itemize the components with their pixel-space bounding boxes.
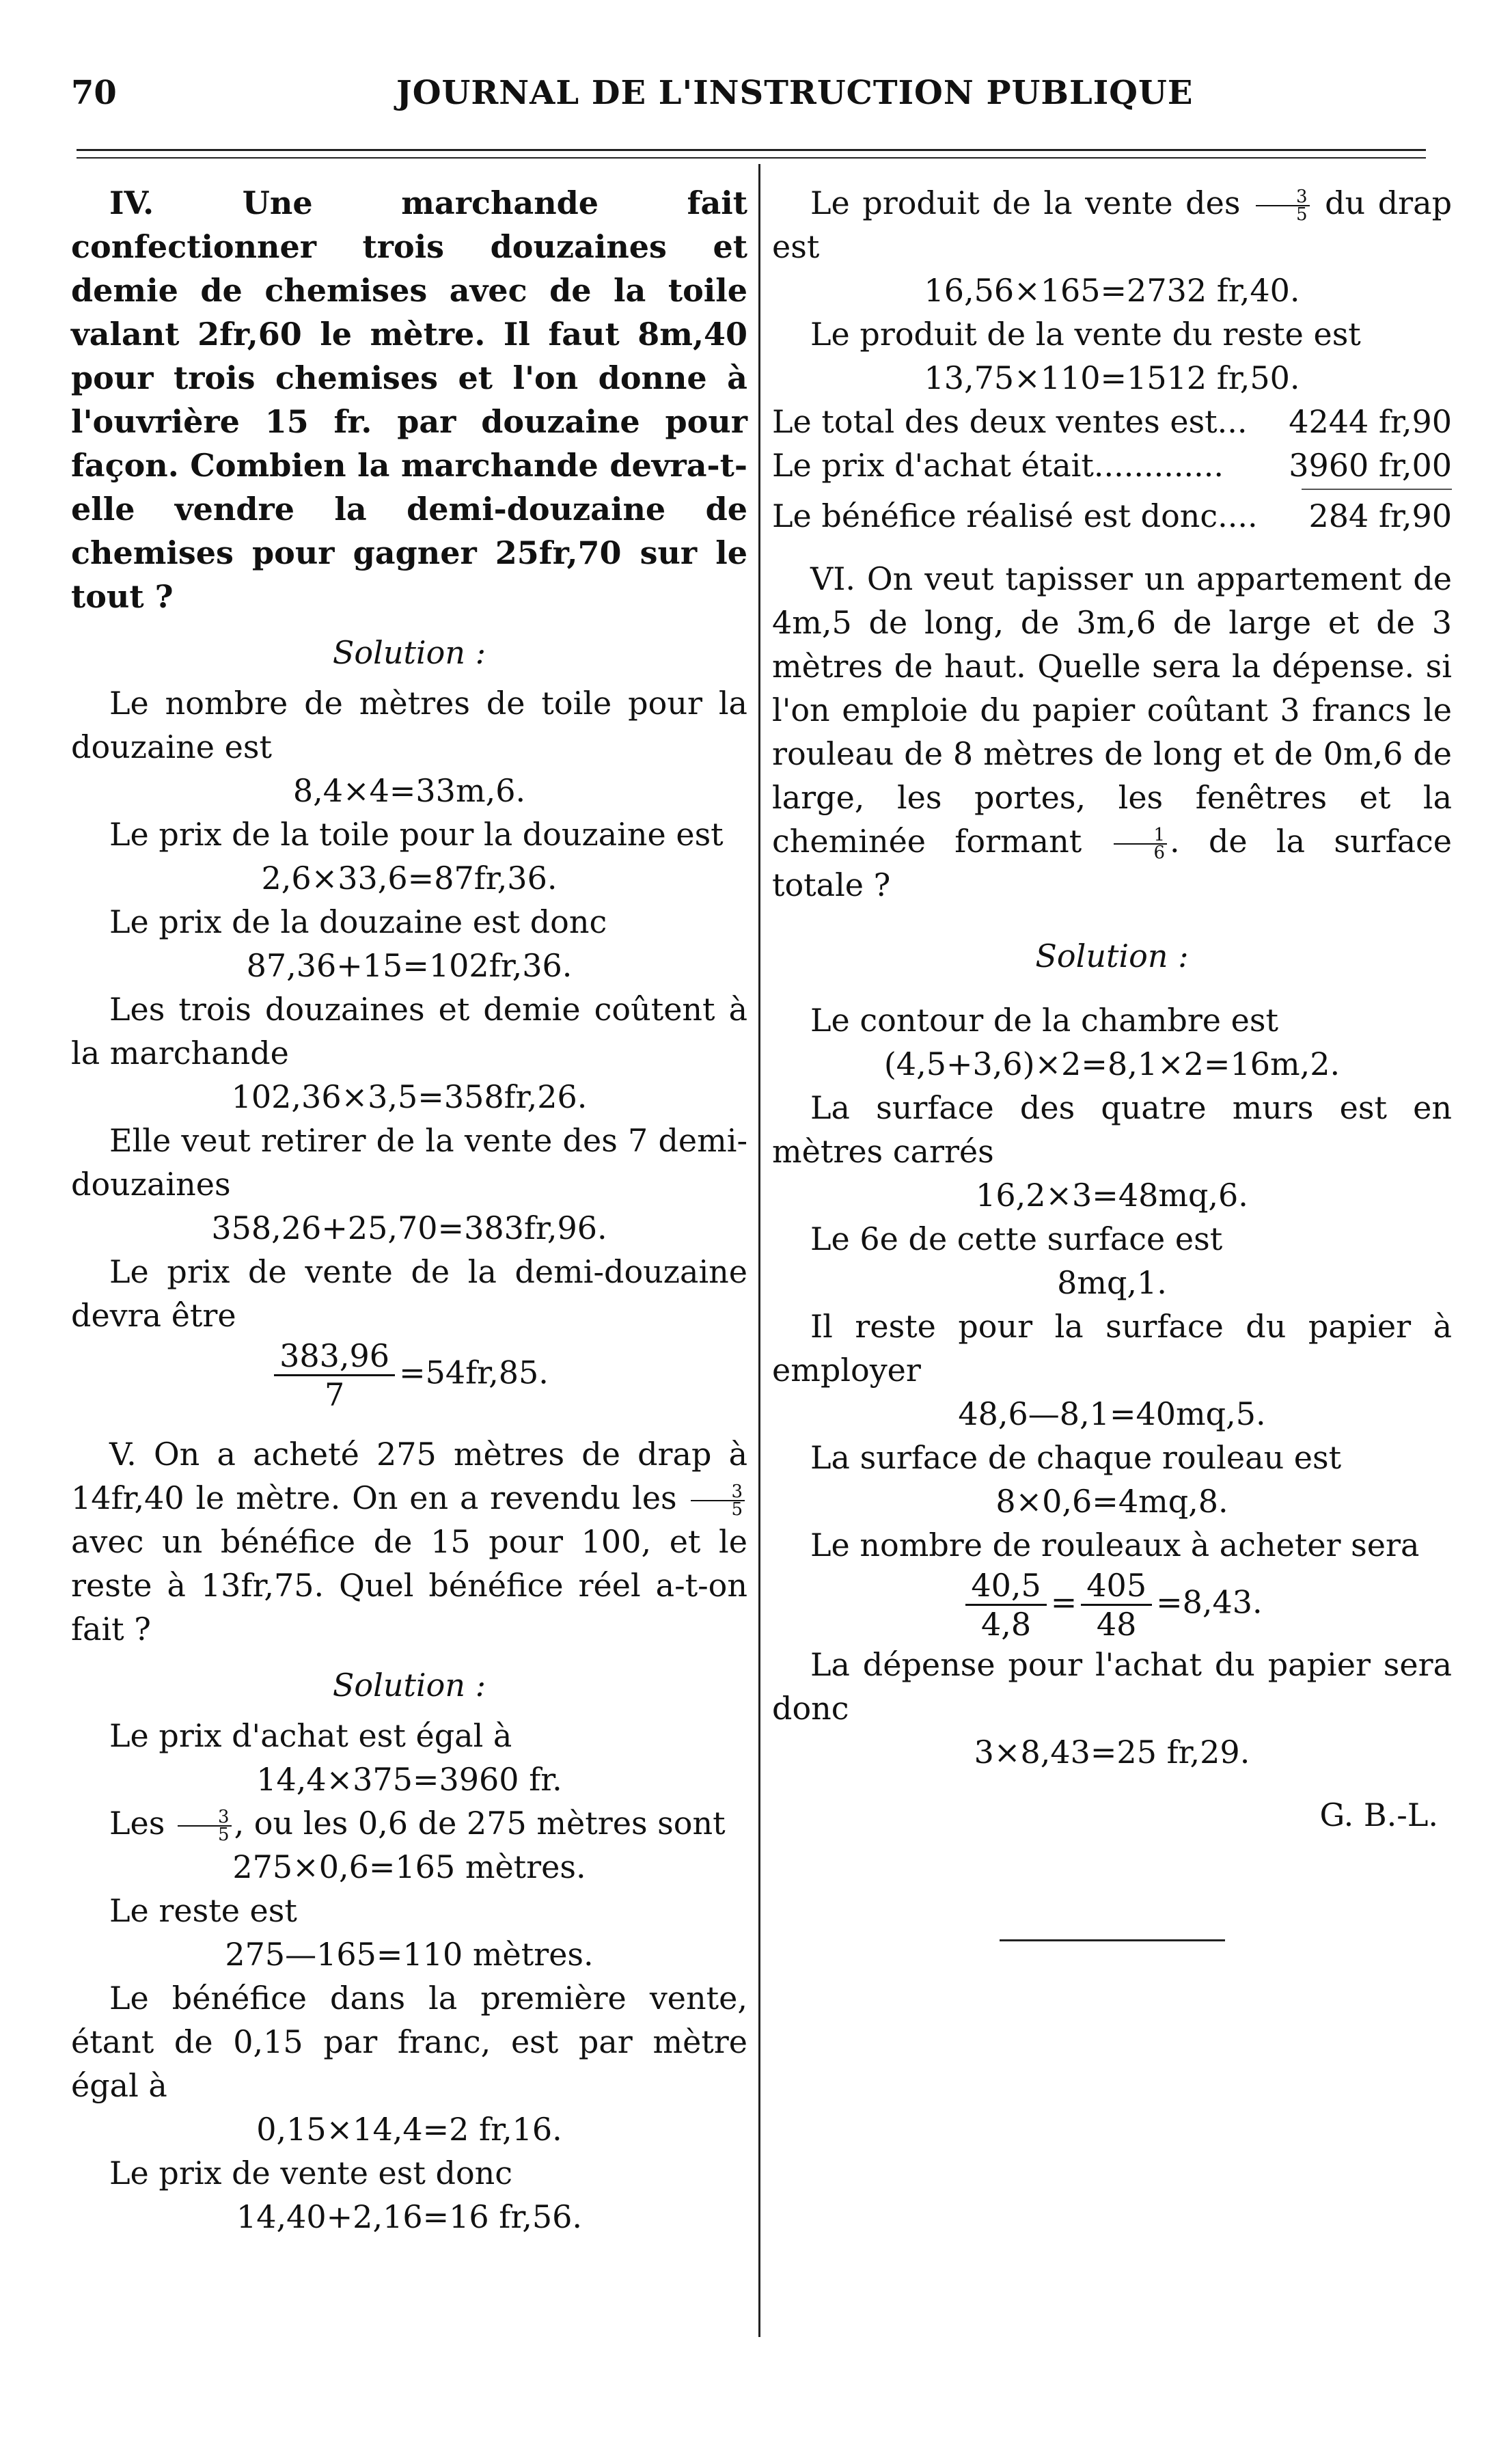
solution-line: Le prix de vente de la demi-douzaine devra être [71, 1253, 747, 1334]
denominator: 6 [1153, 843, 1166, 863]
solution-line: Le nombre de mètres de toile pour la douzaine est [71, 685, 747, 765]
solution-label: Solution : [1035, 938, 1189, 974]
fraction-equation [71, 1337, 747, 1413]
equation: 275—165=110 mètres. [225, 1936, 594, 1973]
text: Les [109, 1805, 165, 1842]
numerator: 40,5 [965, 1567, 1046, 1606]
fraction [1081, 1567, 1152, 1643]
small-fraction [691, 1481, 745, 1520]
denominator: 4,8 [980, 1606, 1032, 1643]
equation: 14,4×375=3960 fr. [256, 1761, 562, 1798]
problem-v [71, 1432, 747, 1651]
equation: 3×8,43=25 fr,29. [974, 1734, 1250, 1771]
problem-text: VI. On veut tapisser un appartement de 4m,5 de long, de 3m,6 de large et de 3 mètres de haut. Quelle sera la dépense. si l'on emploie du papier coûtant 3 francs le rouleau de 8 mètres de long et de 0m,6 de large, les portes, les fenêtres et la cheminée formant [772, 560, 1452, 860]
equation: 16,56×165=2732 fr,40. [924, 272, 1300, 309]
end-rule [1000, 1939, 1225, 1941]
numerator: 1 [1114, 827, 1168, 845]
solution-line: La surface des quatre murs est en mètres carrés [772, 1089, 1452, 1170]
problem-text: avec un bénéfice de 15 pour 100, et le reste à 13fr,75. Quel bénéfice réel a-t-on fait ? [71, 1523, 747, 1648]
small-fraction [1256, 189, 1310, 223]
solution-line: Les trois douzaines et demie coûtent à la marchande [71, 991, 747, 1071]
problem-text: . de la surface totale ? [772, 823, 1453, 903]
solution-line: La dépense pour l'achat du papier sera donc [772, 1646, 1452, 1727]
solution-line: Le nombre de rouleaux à acheter sera [810, 1527, 1420, 1563]
equals-sign: = [1050, 1583, 1077, 1621]
page-number: 70 [71, 74, 117, 112]
numerator: 3 [178, 1809, 232, 1827]
left-column [71, 181, 747, 2239]
running-head: JOURNAL DE L'INSTRUCTION PUBLIQUE [396, 74, 1194, 112]
row-label: Le total des deux ventes est... [772, 403, 1248, 440]
profit-row [772, 494, 1452, 538]
equation-result: =54fr,85. [399, 1354, 549, 1391]
numerator: 405 [1081, 1567, 1152, 1606]
denominator: 5 [218, 1825, 230, 1845]
equation: 8mq,1. [1057, 1264, 1167, 1301]
solution-label: Solution : [332, 634, 486, 671]
solution-line: Le 6e de cette surface est [810, 1220, 1223, 1257]
numerator: 383,96 [274, 1337, 395, 1376]
fraction [274, 1337, 395, 1413]
fraction-equation [772, 1567, 1452, 1643]
denominator: 48 [1096, 1606, 1137, 1643]
solution-line: Le produit de la vente du reste est [810, 316, 1361, 353]
row-value: 3960 fr,00 [1289, 447, 1452, 484]
text: , ou les 0,6 de 275 mètres sont [234, 1805, 726, 1842]
solution-line: Le prix de la toile pour la douzaine est [109, 816, 724, 853]
equation: 48,6—8,1=40mq,5. [958, 1395, 1266, 1432]
equation: 275×0,6=165 mètres. [232, 1848, 586, 1885]
small-fraction [1114, 827, 1168, 861]
equation: 8×0,6=4mq,8. [995, 1483, 1228, 1520]
solution-line: Elle veut retirer de la vente des 7 demi-douzaines [71, 1122, 747, 1203]
author-signature: G. B.-L. [1319, 1797, 1438, 1833]
row-label: Le prix d'achat était............. [772, 447, 1224, 484]
equation: 87,36+15=102fr,36. [246, 947, 573, 984]
equation: (4,5+3,6)×2=8,1×2=16m,2. [883, 1046, 1341, 1082]
small-fraction [178, 1809, 232, 1843]
equation: 358,26+25,70=383fr,96. [211, 1210, 607, 1246]
equation: 14,40+2,16=16 fr,56. [236, 2198, 583, 2235]
sum-rule [1302, 489, 1452, 490]
denominator: 5 [1296, 204, 1308, 225]
solution-line [71, 1801, 747, 1845]
row-value: 4244 fr,90 [1289, 403, 1452, 440]
solution-line: Le contour de la chambre est [810, 1002, 1278, 1039]
right-column [772, 181, 1452, 1941]
problem-text: V. On a acheté 275 mètres de drap à 14fr,40 le mètre. On en a revendu les [71, 1436, 747, 1516]
sales-total-row [772, 400, 1452, 443]
equation: 102,36×3,5=358fr,26. [231, 1078, 588, 1115]
header-rule [77, 149, 1426, 151]
column-divider [758, 164, 760, 2337]
solution-line: Le prix de la douzaine est donc [109, 903, 607, 940]
numerator: 3 [691, 1484, 745, 1501]
solution-line: La surface de chaque rouleau est [810, 1439, 1342, 1476]
row-value: 284 fr,90 [1308, 497, 1452, 534]
row-label: Le bénéfice réalisé est donc.... [772, 497, 1258, 534]
solution-line: Le prix d'achat est égal à [109, 1717, 512, 1754]
equation: 2,6×33,6=87fr,36. [261, 860, 558, 897]
equation: 13,75×110=1512 fr,50. [924, 359, 1300, 396]
equation: 0,15×14,4=2 fr,16. [256, 2111, 562, 2148]
problem-iv: IV. Une marchande fait confectionner trois douzaines et demie de chemises avec de la toile valant 2fr,60 le mètre. Il faut 8m,40 pour trois chemises et l'on donne à l'ouvrière 15 fr. par douzaine pour façon. Combien la marchande devra-t-elle vendre la demi-douzaine de chemises pour gagner 25fr,70 sur le tout ? [71, 185, 747, 615]
purchase-price-row [772, 443, 1452, 487]
solution-line: Le reste est [109, 1892, 297, 1929]
text: du drap est [772, 185, 1453, 265]
denominator: 5 [731, 1499, 743, 1520]
numerator: 3 [1256, 189, 1310, 206]
header-rule-thin [77, 157, 1426, 159]
solution-line: Le bénéfice dans la première vente, étant de 0,15 par franc, est par mètre égal à [71, 1980, 747, 2104]
problem-vi [772, 557, 1452, 907]
solution-line: Le prix de vente est donc [109, 2155, 513, 2191]
text: Le produit de la vente des [810, 185, 1241, 221]
solution-line [772, 181, 1452, 269]
denominator: 7 [324, 1376, 345, 1413]
equation-result: =8,43. [1156, 1583, 1263, 1621]
fraction [965, 1567, 1046, 1643]
equation: 16,2×3=48mq,6. [976, 1177, 1248, 1214]
solution-label: Solution : [332, 1667, 486, 1704]
solution-line: Il reste pour la surface du papier à employer [772, 1308, 1452, 1389]
equation: 8,4×4=33m,6. [292, 772, 526, 809]
